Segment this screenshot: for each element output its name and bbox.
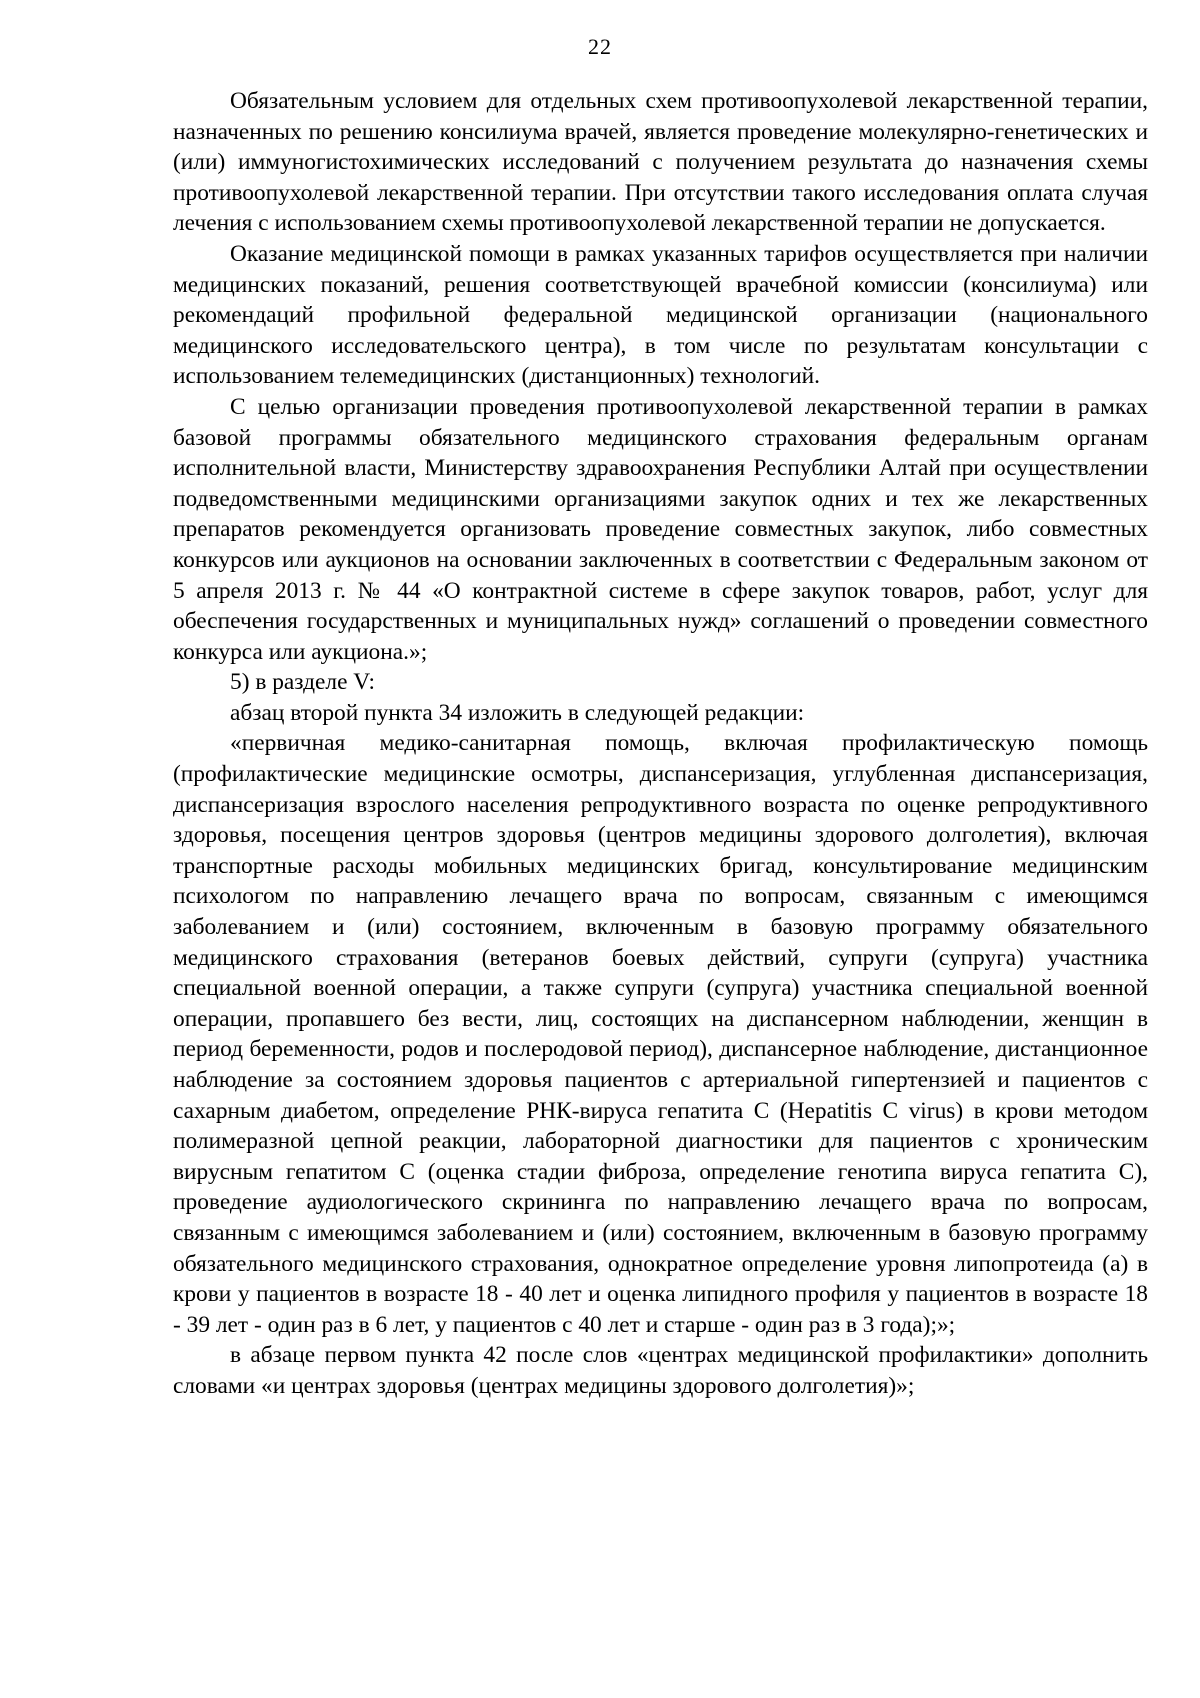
paragraph-joint-procurement: С целью организации проведения противоопухолевой лекарственной терапии в рамках базовой программы обязательного медицинского страхования федеральным органам исполнительной власти, Министерству здравоохранения Республики Алтай при осуществлении подведомственными медицинскими организациями закупок одних и тех же лекарственных препаратов рекомендуется организовать проведение совместных закупок, либо совместных конкурсов или аукционов на основании заключенных в соответствии с Федеральным законом от 5 апреля 2013 г. № 44 «О контрактной системе в сфере закупок товаров, работ, услуг для обеспечения государственных и муниципальных нужд» соглашений о проведении совместного конкурса или аукциона.»; [173, 393, 1148, 665]
paragraph-section-v: 5) в разделе V: [230, 669, 375, 696]
paragraph-medical-care-provision: Оказание медицинской помощи в рамках указанных тарифов осуществляется при наличии медицинских показаний, решения соответствующей врачебной комиссии (консилиума) или рекомендаций профильной федеральной медицинской организации (национального медицинского исследовательского центра), в том числе по результатам консультации с использованием телемедицинских (дистанционных) технологий. [173, 240, 1148, 390]
paragraph-oncology-requirement: Обязательным условием для отдельных схем противоопухолевой лекарственной терапии, назначенных по решению консилиума врачей, является проведение молекулярно-генетических и (или) иммуногистохимических исследований с получением результата до назначения схемы противоопухолевой лекарственной терапии. При отсутствии такого исследования оплата случая лечения с использованием схемы противоопухолевой лекарственной терапии не допускается. [173, 88, 1148, 237]
document-body [173, 86, 1148, 1402]
paragraph-primary-care-text: «первичная медико-санитарная помощь, включая профилактическую помощь (профилактические медицинские осмотры, диспансеризация, углубленная диспансеризация, диспансеризация взрослого населения репродуктивного возраста по оценке репродуктивного здоровья, посещения центров здоровья (центров медицины здорового долголетия), включая транспортные расходы мобильных медицинских бригад, консультирование медицинским психологом по направлению лечащего врача по вопросам, связанным с имеющимся заболеванием и (или) состоянием, включенным в базовую программу обязательного медицинского страхования (ветеранов боевых действий, супруги (супруга) участника специальной военной операции, а также супруги (супруга) участника специальной военной операции, пропавшего без вести, лиц, состоящих на диспансерном наблюдении, женщин в период беременности, родов и послеродовой период), диспансерное наблюдение, дистанционное наблюдение за состоянием здоровья пациентов с артериальной гипертензией и пациентов с сахарным диабетом, определение РНК-вируса гепатита С (Hepatitis C virus) в крови методом полимеразной цепной реакции, лабораторной диагностики для пациентов с хроническим вирусным гепатитом С (оценка стадии фиброза, определение генотипа вируса гепатита С), проведение аудиологического скрининга по направлению лечащего врача по вопросам, связанным с имеющимся заболеванием и (или) состоянием, включенным в базовую программу обязательного медицинского страхования, однократное определение уровня липопротеида (а) в крови у пациентов в возрасте 18 - 40 лет и оценка липидного профиля у пациентов в возрасте 18 - 39 лет - один раз в 6 лет, у пациентов с 40 лет и старше - один раз в 3 года);»; [173, 730, 1148, 1338]
paragraph-point-34-intro: абзац второй пункта 34 изложить в следующей редакции: [230, 699, 805, 726]
page-number: 22 [588, 34, 612, 59]
paragraph-point-42-amendment: в абзаце первом пункта 42 после слов «центрах медицинской профилактики» дополнить словами «и центрах здоровья (центрах медицины здорового долголетия)»; [173, 1342, 1148, 1399]
